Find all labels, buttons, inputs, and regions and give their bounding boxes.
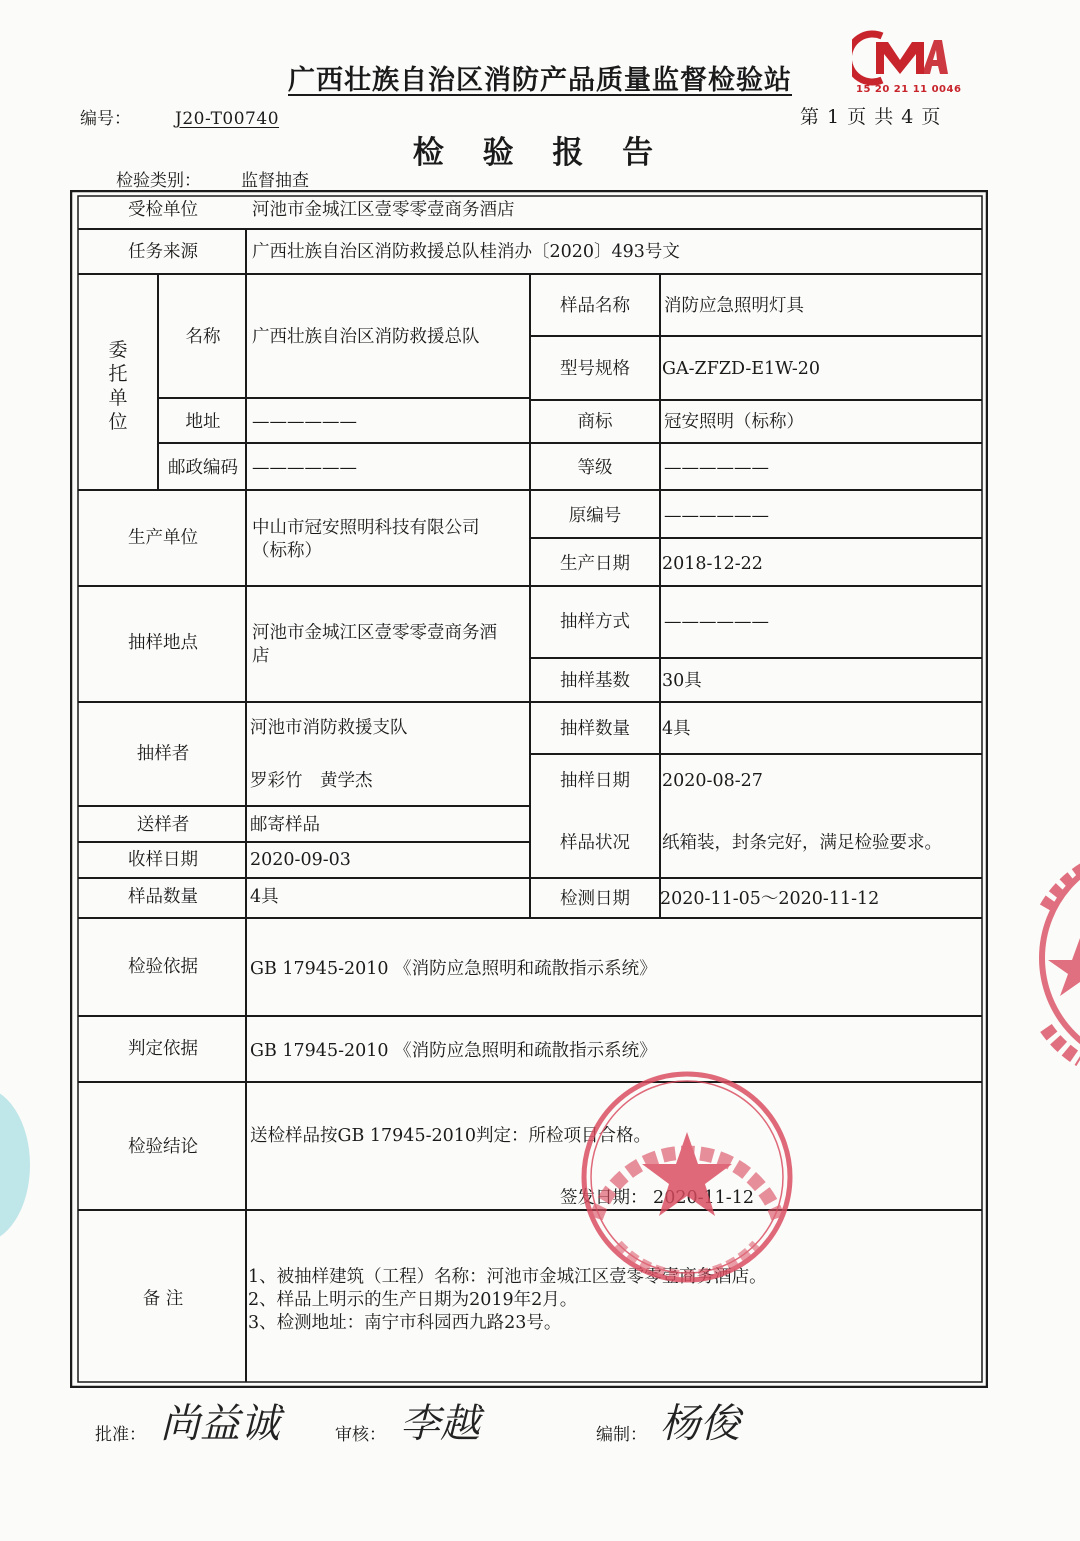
orig-no-label: 原编号: [568, 506, 622, 526]
brand-label: 商标: [577, 412, 613, 432]
sampling-qty-label: 抽样数量: [560, 719, 630, 739]
receive-date-value: 2020-09-03: [250, 850, 351, 870]
producer-line2: （标称）: [252, 541, 322, 561]
cma-number: 15 20 21 11 0046: [856, 84, 962, 95]
sample-count-label: 样品数量: [128, 887, 198, 907]
judge-value: GB 17945-2010 《消防应急照明和疏散指示系统》: [250, 1041, 657, 1061]
sampling-date-value: 2020-08-27: [662, 771, 763, 791]
client-name-label: 名称: [185, 327, 221, 347]
prepare-label: 编制：: [596, 1425, 647, 1445]
model-label: 型号规格: [560, 359, 630, 379]
task-source-value: 广西壮族自治区消防救援总队桂消办〔2020〕493号文: [252, 242, 680, 262]
orig-no-value: ——————: [664, 506, 769, 526]
client-address-value: ——————: [252, 412, 357, 432]
client-group-char: 委: [108, 339, 128, 361]
brand-value: 冠安照明（标称）: [664, 412, 804, 432]
grade-value: ——————: [664, 458, 769, 478]
seal-icon: [578, 1068, 796, 1286]
client-group-char: 单: [108, 387, 128, 409]
sender-value: 邮寄样品: [250, 815, 320, 835]
task-source-label: 任务来源: [128, 242, 198, 262]
client-name-value: 广西壮族自治区消防救援总队: [252, 327, 480, 347]
sample-count-value: 4具: [250, 887, 279, 907]
sampling-date-label: 抽样日期: [560, 771, 630, 791]
sample-status-value: 纸箱装，封条完好，满足检验要求。: [662, 833, 942, 853]
producer-line1: 中山市冠安照明科技有限公司: [252, 518, 480, 538]
approve-signature: 尚益诚: [160, 1401, 280, 1447]
prod-date-label: 生产日期: [560, 554, 630, 574]
judge-label: 判定依据: [128, 1039, 198, 1059]
inspected-unit-value: 河池市金城江区壹零零壹商务酒店: [252, 200, 515, 220]
sampling-place-label: 抽样地点: [128, 633, 198, 653]
grade-label: 等级: [577, 458, 613, 478]
basis-label: 检验依据: [128, 957, 198, 977]
review-label: 审核：: [335, 1425, 386, 1445]
category-label: 检验类别：: [116, 171, 201, 191]
table-grid: [70, 190, 988, 1388]
sampler-names: 罗彩竹 黄学杰: [250, 771, 373, 791]
sampling-qty-value: 4具: [662, 719, 691, 739]
sampler-org: 河池市消防救援支队: [250, 718, 408, 738]
official-seal: [578, 1068, 796, 1286]
sampling-method-value: ——————: [664, 612, 769, 632]
category-value: 监督抽查: [241, 171, 309, 191]
sampling-base-value: 30具: [662, 671, 702, 691]
client-group-char: 位: [108, 411, 128, 433]
sampling-method-label: 抽样方式: [560, 612, 630, 632]
seal-fragment-icon: [1030, 838, 1080, 1078]
conclusion-label: 检验结论: [128, 1137, 198, 1157]
basis-value: GB 17945-2010 《消防应急照明和疏散指示系统》: [250, 959, 657, 979]
issue-date: 签发日期： 2020-11-12: [560, 1188, 754, 1208]
client-address-label: 地址: [185, 412, 221, 432]
remarks-label: 备 注: [142, 1289, 184, 1309]
producer-label: 生产单位: [128, 528, 198, 548]
inspected-unit-label: 受检单位: [128, 200, 198, 220]
sampling-place-line1: 河池市金城江区壹零零壹商务酒: [252, 623, 497, 643]
sampler-label: 抽样者: [136, 744, 190, 764]
edge-seal-fragment: [1030, 838, 1080, 1078]
decor-shape-icon: [0, 1085, 30, 1245]
serial-line: [80, 104, 279, 129]
report-title: 检 验 报 告: [412, 135, 668, 171]
client-group-label: [100, 338, 136, 434]
prepare-signature: 杨俊: [660, 1401, 740, 1447]
remark-line: 1、被抽样建筑（工程）名称：河池市金城江区壹零零壹商务酒店。: [248, 1267, 767, 1287]
org-title: 广西壮族自治区消防产品质量监督检验站: [288, 65, 792, 96]
serial-value: J20-T00740: [175, 109, 280, 129]
test-date-value: 2020-11-05～2020-11-12: [660, 889, 880, 909]
report-table: [70, 190, 988, 1388]
sample-name-label: 样品名称: [560, 296, 630, 316]
model-value: GA-ZFZD-E1W-20: [662, 359, 821, 379]
sampling-place-line2: 店: [252, 646, 270, 666]
receive-date-label: 收样日期: [128, 850, 198, 870]
approve-label: 批准：: [95, 1425, 146, 1445]
serial-label: 编号：: [80, 109, 131, 129]
conclusion-value: 送检样品按GB 17945-2010判定：所检项目合格。: [250, 1126, 652, 1146]
client-postal-value: ——————: [252, 458, 357, 478]
test-date-label: 检测日期: [560, 889, 630, 909]
left-edge-decoration: [0, 1085, 30, 1245]
remark-line: 3、检测地址：南宁市科园西九路23号。: [248, 1313, 562, 1333]
review-signature: 李越: [400, 1401, 480, 1447]
category-line: [116, 166, 309, 191]
remark-line: 2、样品上明示的生产日期为2019年2月。: [248, 1290, 578, 1310]
page-info: 第 1 页 共 4 页: [800, 106, 942, 128]
client-postal-label: 邮政编码: [168, 458, 238, 478]
sender-label: 送样者: [136, 815, 190, 835]
sample-status-label: 样品状况: [560, 833, 630, 853]
sampling-base-label: 抽样基数: [560, 671, 630, 691]
client-group-char: 托: [108, 363, 128, 385]
sample-name-value: 消防应急照明灯具: [664, 296, 804, 316]
prod-date-value: 2018-12-22: [662, 554, 763, 574]
